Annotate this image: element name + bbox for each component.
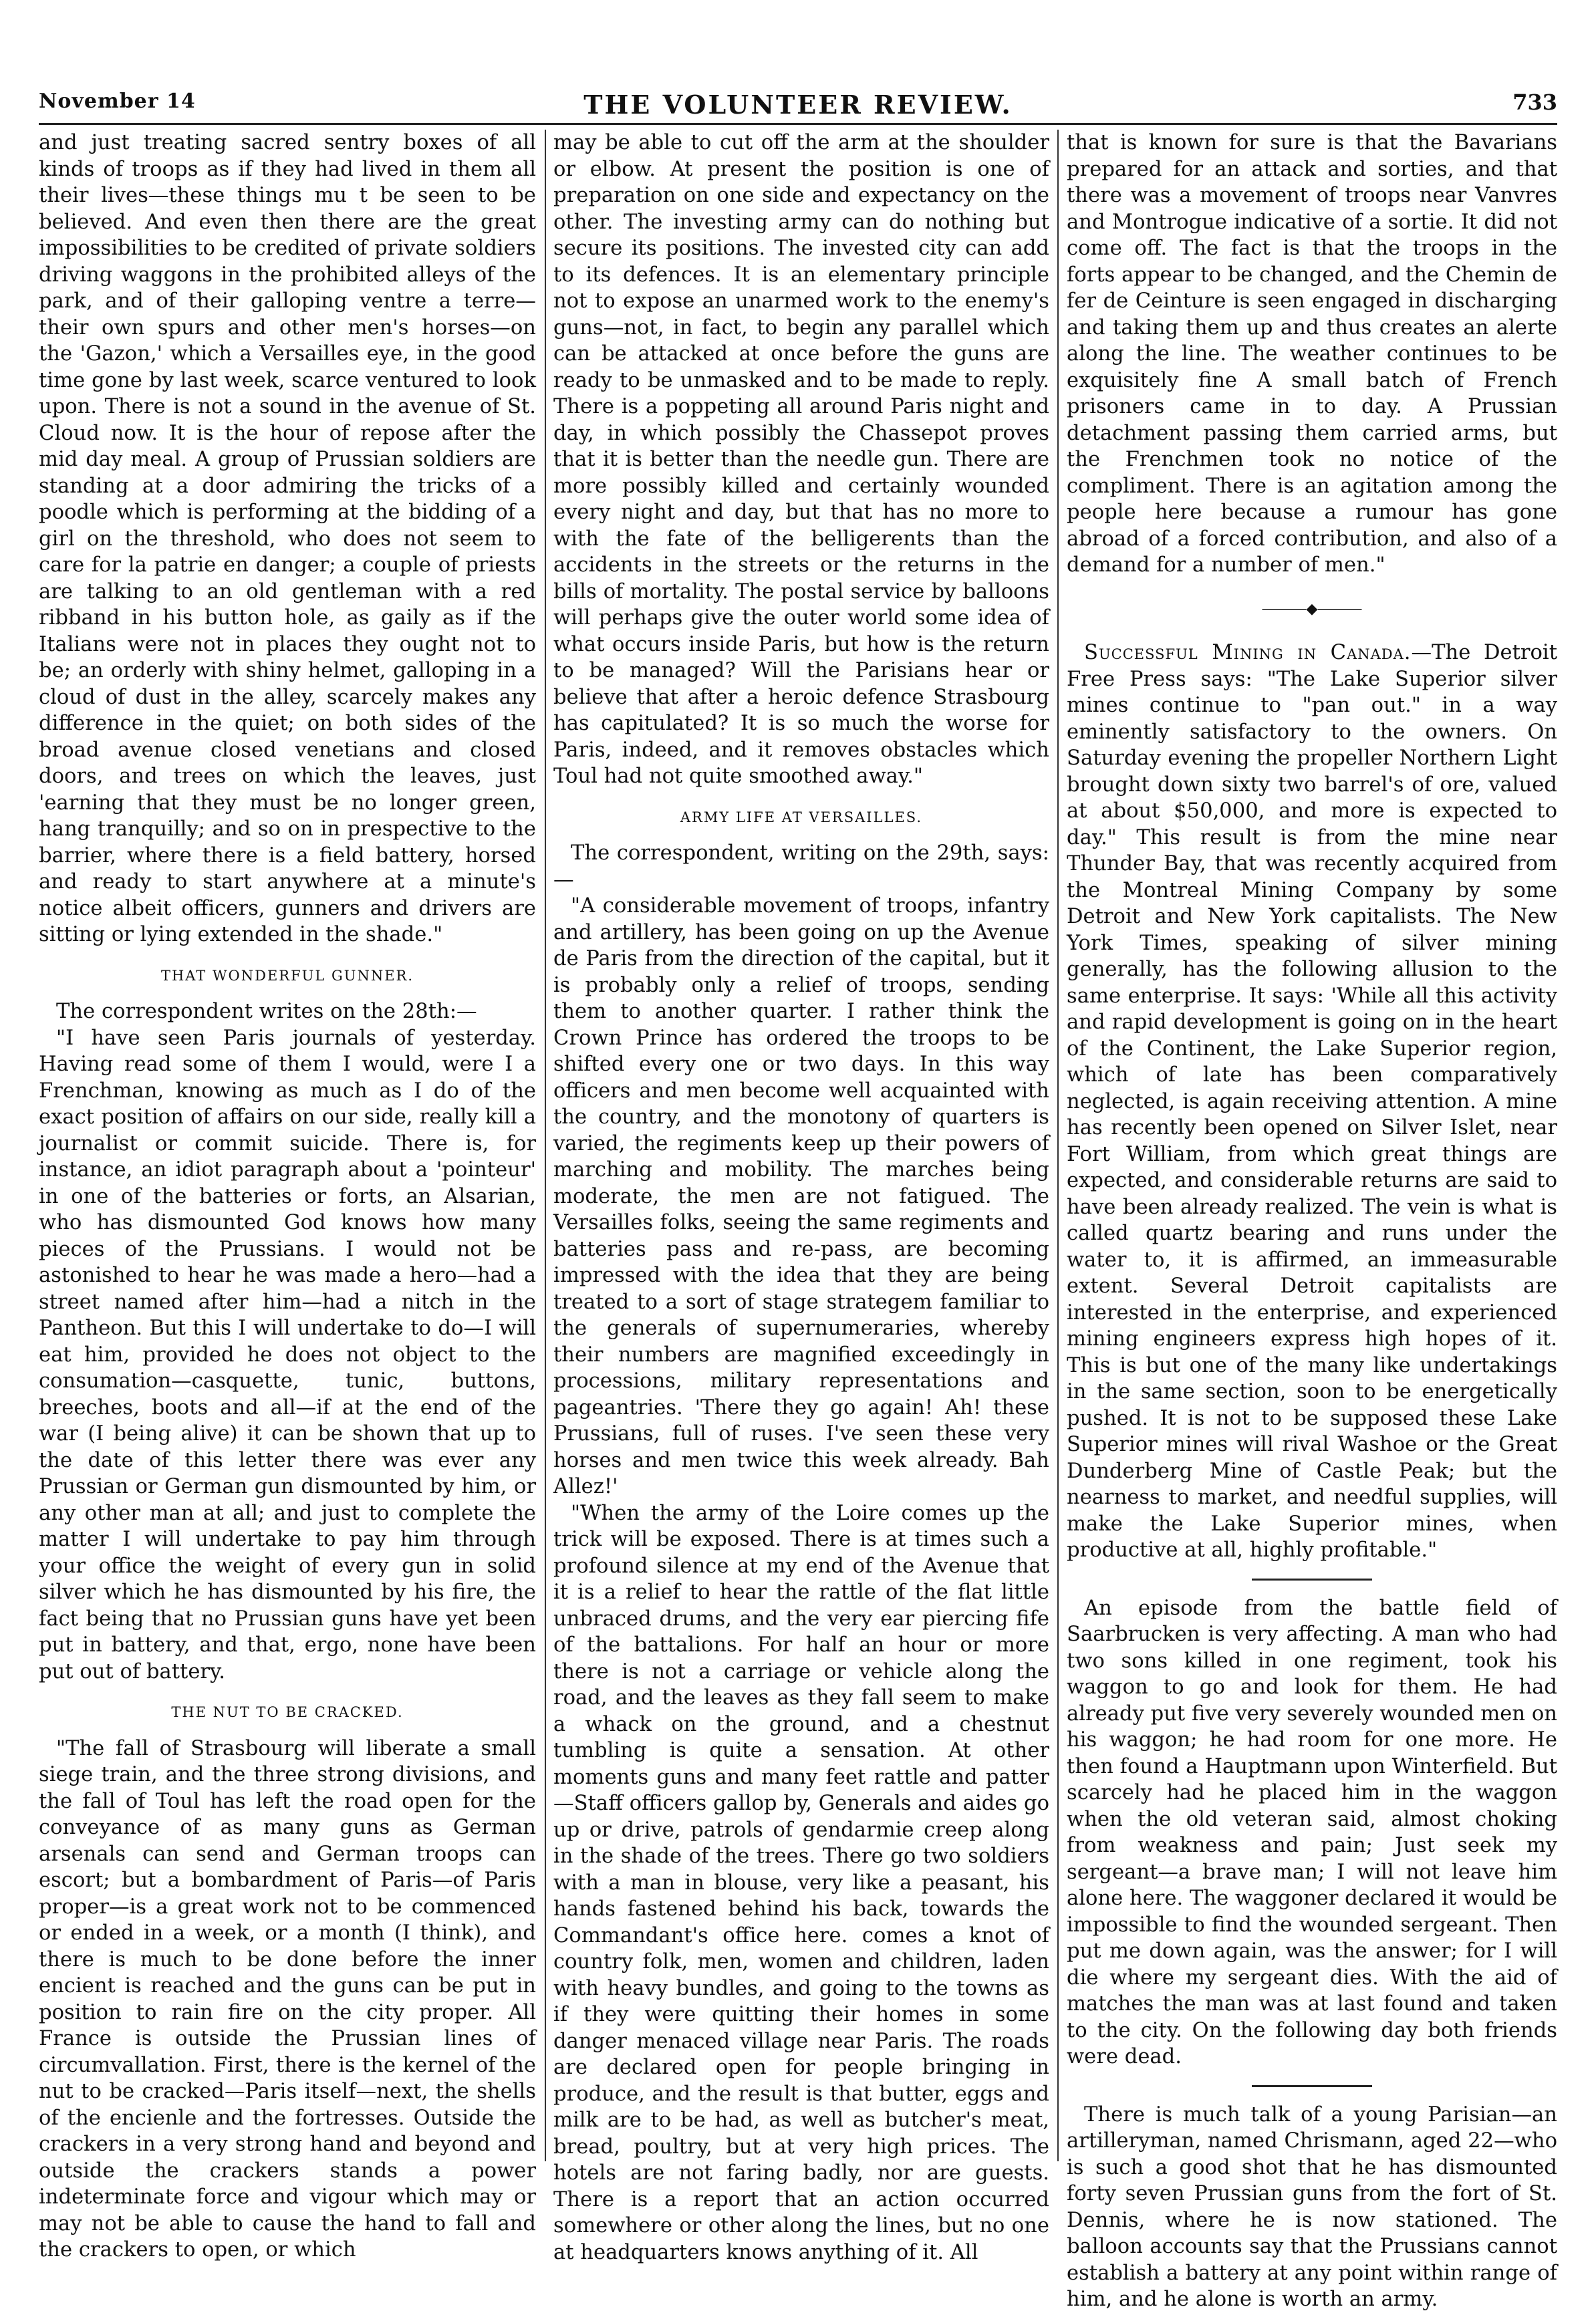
column-rule [1057, 130, 1059, 2161]
article-heading: Successful Mining in Canada. [1084, 641, 1412, 664]
column-2 [553, 130, 1049, 2264]
paragraph: "When the army of the Loire comes up the trick will be exposed. There is at times such a profound silence at my end of the Avenue that it is a relief to hear the rattle of the flat little unbraced drums, and the very ear piercing fife of the battalions. For half an hour or more there is not a carriage or vehicle along the road, and the leaves as they fall seem to make a whack on the ground, and a chestnut tumbling is quite a sensation. At other moments guns and many feet rattle and patter—Staff officers gallop by, Generals and aides go up or drive, patrols of gendarmie creep along in the shade of the trees. There go two soldiers with a man in blouse, very like a peasant, his hands fastened behind his back, towards the Commandant's office here. comes a knot of country folk, men, women and children, laden with heavy bundles, and going to the towns as if they were quitting their homes in some danger menaced village near Paris. The roads are declared open for people bringing in produce, and the result is that butter, eggs and milk are to be had, as well as butcher's meat, bread, poultry, but at very high prices. The hotels are not faring badly, nor are guests. There is a report that an action occurred somewhere or other along the lines, but no one at headquarters knows anything of it. All [553, 1501, 1049, 2264]
paragraph: "A considerable movement of troops, infantry and artillery, has been going on up the Avenue de Paris from the direction of the capital, but it is probably only a relief of troops, sending them to another quarter. I rather think the Crown Prince has ordered the troops to be shifted every one or two days. In this way officers and men become well acquainted with the country, and the monotony of quarters is varied, the regiments keep up their powers of marching and mobility. The marches being moderate, the men are not fatigued. The Versailles folks, seeing the same regiments and batteries pass and re-pass, are becoming impressed with the idea that they are being treated to a sort of stage strategem familiar to the generals of supernumeraries, whereby their numbers are magnified exceedingly in processions, military representations and pageantries. 'There they go again! Ah! these Prussians, full of ruses. I've seen these very horses and men twice this week already. Bah Allez!' [553, 894, 1049, 1498]
divider-rule [1252, 1579, 1372, 1581]
paragraph: An episode from the battle field of Saarbrucken is very affecting. A man who had two sons killed in one regiment, took his waggon to go and look for them. He had already put five very severely wounded men on his waggon; he had room for one more. He then found a Hauptmann upon Winterfield. But scarcely had he placed him in the waggon when the old veteran said, almost choking from weakness and pain; Just seek my sergeant—a brave man; I will not leave him alone here. The waggoner declared it would be impossible to find the wounded sergeant. Then put me down again, was the answer; for I will die where my sergeant dies. With the aid of matches the man was at last found and taken to the city. On the following day both friends were dead. [1067, 1596, 1557, 2068]
paragraph: may be able to cut off the arm at the shoulder or elbow. At present the position is one of preparation on one side and expectancy on the other. The investing army can do nothing but secure its positions. The invested city can add to its defences. It is an elementary principle not to expose an unarmed work to the enemy's guns—not, in fact, to begin any parallel which can be attacked at once before the guns are ready to be unmasked and to be made to reply. There is a poppeting all around Paris night and day, in which possibly the Chassepot proves that it is better than the needle gun. There are more possibly killed and certainly wounded every night and day, but that has no more to with the fate of the belligerents than the accidents in the streets or the returns in the bills of mortality. The postal service by balloons will perhaps give the outer world some idea of what occurs inside Paris, but how is the return to be managed? Will the Parisians hear or believe that after a heroic defence Strasbourg has capitulated? It is so much the worse for Paris, indeed, and it removes obstacles which Toul had not quite smoothed away." [553, 131, 1049, 788]
paragraph: There is much talk of a young Parisian—an artilleryman, named Chrismann, aged 22—who is such a good shot that he has dismounted forty seven Prussian guns from the fort of St. Dennis, where he is now stationed. The balloon accounts say that the Prussians cannot establish a battery at any point within range of him, and he alone is worth an army. [1067, 2102, 1557, 2311]
paragraph: The correspondent, writing on the 29th, says:— [553, 841, 1049, 892]
header-date: November 14 [39, 90, 196, 113]
paragraph: "The fall of Strasbourg will liberate a small siege train, and the three strong divisions, and the fall of Toul has left the road open for the conveyance of as many guns as German arsenals can send and German troops can escort; but a bombardment of Paris—of Paris proper—is a great work not to be commenced or ended in a week, or a month (I think), and there is much to be done before the inner encient is reached and the guns can be put in position to rain fire on the city proper. All France is outside the Prussian lines of circumvallation. First, there is the kernel of the nut to be cracked—Paris itself—next, the shells of the encienle and the fortresses. Outside the crackers in a very strong hand and beyond and outside the crackers stands a power indeterminate force and vigour which may or may not be able to cause the hand to fall and the crackers to open, or which [39, 1736, 536, 2262]
divider-rule [1252, 2085, 1372, 2087]
section-heading: THAT WONDERFUL GUNNER. [160, 967, 414, 984]
section-heading: ARMY LIFE AT VERSAILLES. [680, 809, 923, 825]
paragraph: "I have seen Paris journals of yesterday. Having read some of them I would, were I a Frenchman, knowing as much as I do of the exact position of affairs on our side, really kill a journalist or commit suicide. There is, for instance, an idiot paragraph about a 'pointeur' in one of the batteries or forts, an Alsarian, who has dismounted God knows how many pieces of the Prussians. I would not be astonished to hear he was made a hero—had a street named after him—had a nitch in the Pantheon. But this I will undertake to do—I will eat him, provided he does not object to the consumation—casquette, tunic, buttons, breeches, boots and all—if at the end of the war (I being alive) it can be shown that up to the date of this letter there was ever any Prussian or German gun dismounted by him, or any other man at all; and just to complete the matter I will undertake to pay him through your office the weight of every gun in solid silver which he has dismounted by his fire, the fact being that no Prussian guns have yet been put in battery, and that, ergo, none have been put out of battery. [39, 1026, 536, 1683]
header-title: THE VOLUNTEER REVIEW. [583, 90, 1013, 120]
article-text: —The Detroit Free Press says: "The Lake Superior silver mines continue to "pan out." in a way eminently satisfactory to the owners. On Saturday evening the propeller Northern Light brought down sixty two barrel's of ore, valued at about $50,000, and more is expected to day." This result is from the mine near Thunder Bay, that was recently acquired from the Montreal Mining Company by some Detroit and New York capitalists. The New York Times, speaking of silver mining generally, has the following allusion to the same enterprise. It says: 'While all this activity and rapid development is going on in the heart of the Continent, the Lake Superior region, which of late has been comparatively neglected, is again receiving attention. A mine has recently been opened on Silver Islet, near Fort William, from which great things are expected, and considerable returns are said to have been already realized. The vein is what is called quartz bearing and runs under the water to, it is affirmed, an immeasurable extent. Several Detroit capitalists are interested in the enterprise, and experienced mining engineers express high hopes of it. This is but one of the many like undertakings in the same section, soon to be energetically pushed. It is not to be supposed these Lake Superior mines will rival Washoe or the Great Dunderberg Mine of Castle Peak; but the nearness to market, and needful supplies, will make the Lake Superior mines, when productive at all, highly profitable." [1067, 641, 1557, 1562]
paragraph: that is known for sure is that the Bavarians prepared for an attack and sorties, and that there was a movement of troops near Vanvres and Montrogue indicative of a sortie. It did not come off. The fact is that the troops in the forts appear to be changed, and the Chemin de fer de Ceinture is seen engaged in discharging and taking them up and thus creates an alerte along the line. The weather continues to be exquisitely fine A small batch of French prisoners came in to day. A Prussian detachment passing them carried arms, but the Frenchmen took no notice of the compliment. There is an agitation among the people here because a rumour has gone abroad of a forced contribution, and also of a demand for a number of men." [1067, 131, 1557, 577]
column-3 [1067, 130, 1557, 2311]
paragraph: The correspondent writes on the 28th:— [56, 1000, 477, 1023]
page-header [39, 86, 1557, 125]
paragraph: and just treating sacred sentry boxes of all kinds of troops as if they had lived in them all their lives—these things mu t be seen to be believed. And even then there are the great impossibilities to be credited of private soldiers driving waggons in the prohibited alleys of the park, and of their galloping ventre a terre—their own spurs and other men's horses—on the 'Gazon,' which a Versailles eye, in the good time gone by last week, scarce ventured to look upon. There is not a sound in the avenue of St. Cloud now. It is the hour of repose after the mid day meal. A group of Prussian soldiers are standing at a door admiring the tricks of a poodle which is performing at the bidding of a girl on the threshold, who does not seem to care for la patrie en danger; a couple of priests are talking to an old gentleman with a red ribband in his button hole, as gaily as if the Italians were not in places they ought not to be; an orderly with shiny helmet, galloping in a cloud of dust in the alley, scarcely makes any difference in the quiet; on both sides of the broad avenue closed venetians and closed doors, and trees on which the leaves, just 'earning that they must be no longer green, hang tranquilly; and so on in prespective to the barrier, where there is a field battery, horsed and ready to start anywhere at a minute's notice albeit officers, gunners and drivers are sitting or lying extended in the shade." [39, 131, 536, 946]
header-page-number: 733 [1512, 90, 1557, 115]
paragraph [1067, 640, 1557, 1564]
ornament-divider: ―――◆――― [1262, 600, 1362, 618]
section-heading: THE NUT TO BE CRACKED. [171, 1704, 404, 1720]
column-1 [39, 130, 536, 2262]
column-rule [545, 130, 546, 2161]
